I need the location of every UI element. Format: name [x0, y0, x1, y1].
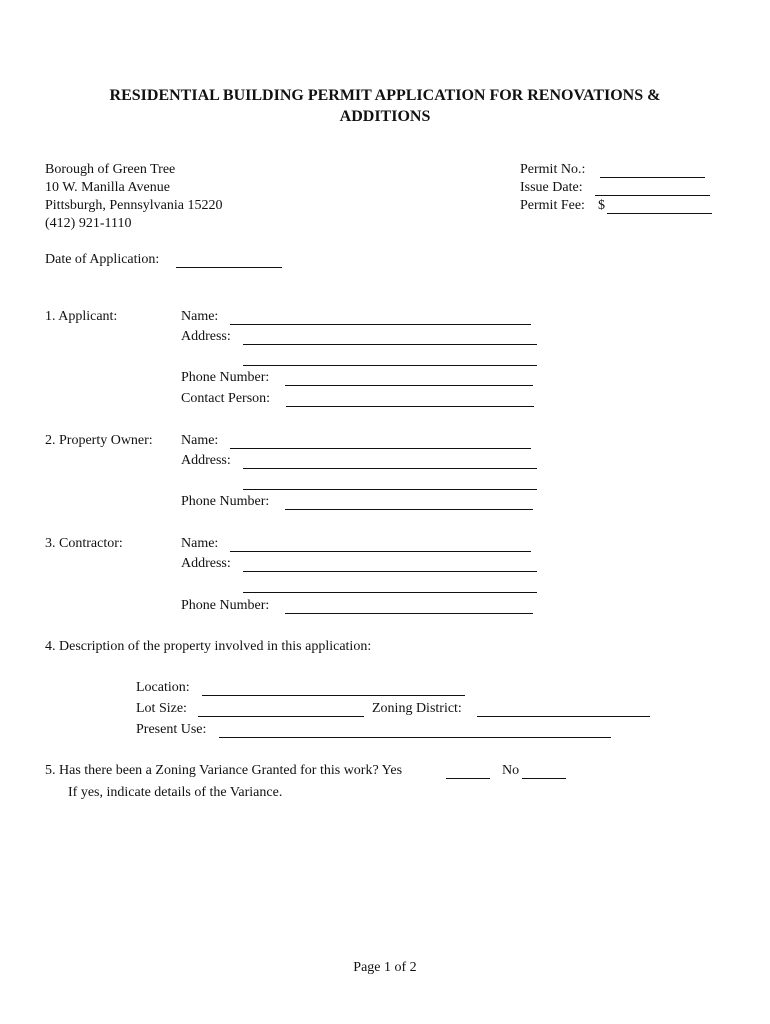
location-field[interactable] — [202, 695, 465, 696]
permit-number-field[interactable] — [600, 177, 705, 178]
variance-details-instruction: If yes, indicate details of the Variance. — [68, 785, 283, 800]
issue-date-field[interactable] — [595, 195, 710, 196]
owner-name-label: Name: — [181, 433, 219, 448]
date-of-application-field[interactable] — [176, 267, 282, 268]
applicant-contact-label: Contact Person: — [181, 391, 271, 406]
title-line-2: ADDITIONS — [339, 108, 431, 125]
contractor-phone-field[interactable] — [285, 613, 533, 614]
variance-no-field[interactable] — [522, 778, 566, 779]
contractor-phone-label: Phone Number: — [181, 598, 270, 613]
applicant-phone-field[interactable] — [285, 385, 533, 386]
lot-size-label: Lot Size: — [136, 701, 187, 716]
contractor-name-field[interactable] — [230, 551, 531, 552]
zoning-district-field[interactable] — [477, 716, 650, 717]
issuer-street: 10 W. Manilla Avenue — [45, 180, 170, 195]
permit-fee-dollar: $ — [598, 198, 605, 213]
owner-phone-label: Phone Number: — [181, 494, 270, 509]
applicant-address-field[interactable] — [243, 344, 537, 345]
contractor-heading: 3. Contractor: — [45, 536, 123, 551]
applicant-contact-field[interactable] — [286, 406, 534, 407]
page-title — [40, 85, 730, 127]
permit-number-label: Permit No.: — [520, 162, 586, 177]
contractor-address-line-2-field[interactable] — [243, 592, 537, 593]
applicant-name-field[interactable] — [230, 324, 531, 325]
issue-date-label: Issue Date: — [520, 180, 583, 195]
issuer-name: Borough of Green Tree — [45, 162, 176, 177]
location-label: Location: — [136, 680, 190, 695]
contractor-name-label: Name: — [181, 536, 219, 551]
variance-yes-field[interactable] — [446, 778, 490, 779]
owner-heading: 2. Property Owner: — [45, 433, 153, 448]
variance-question: 5. Has there been a Zoning Variance Granted for this work? Yes — [45, 763, 403, 778]
date-of-application-label: Date of Application: — [45, 252, 160, 267]
applicant-heading: 1. Applicant: — [45, 309, 118, 324]
permit-fee-field[interactable] — [607, 213, 712, 214]
variance-no-label: No — [502, 763, 520, 778]
issuer-city: Pittsburgh, Pennsylvania 15220 — [45, 198, 223, 213]
present-use-label: Present Use: — [136, 722, 207, 737]
title-line-1: RESIDENTIAL BUILDING PERMIT APPLICATION FOR RENOVATIONS & — [109, 87, 661, 104]
applicant-address-label: Address: — [181, 329, 231, 344]
applicant-name-label: Name: — [181, 309, 219, 324]
issuer-phone: (412) 921-1110 — [45, 216, 132, 231]
applicant-phone-label: Phone Number: — [181, 370, 270, 385]
property-heading: 4. Description of the property involved in this application: — [45, 639, 372, 654]
owner-address-line-2-field[interactable] — [243, 489, 537, 490]
owner-address-field[interactable] — [243, 468, 537, 469]
zoning-district-label: Zoning District: — [372, 701, 462, 716]
owner-phone-field[interactable] — [285, 509, 533, 510]
permit-fee-label: Permit Fee: — [520, 198, 585, 213]
present-use-field[interactable] — [219, 737, 611, 738]
lot-size-field[interactable] — [198, 716, 364, 717]
applicant-address-line-2-field[interactable] — [243, 365, 537, 366]
contractor-address-field[interactable] — [243, 571, 537, 572]
owner-address-label: Address: — [181, 453, 231, 468]
owner-name-field[interactable] — [230, 448, 531, 449]
contractor-address-label: Address: — [181, 556, 231, 571]
page-number: Page 1 of 2 — [353, 960, 417, 975]
